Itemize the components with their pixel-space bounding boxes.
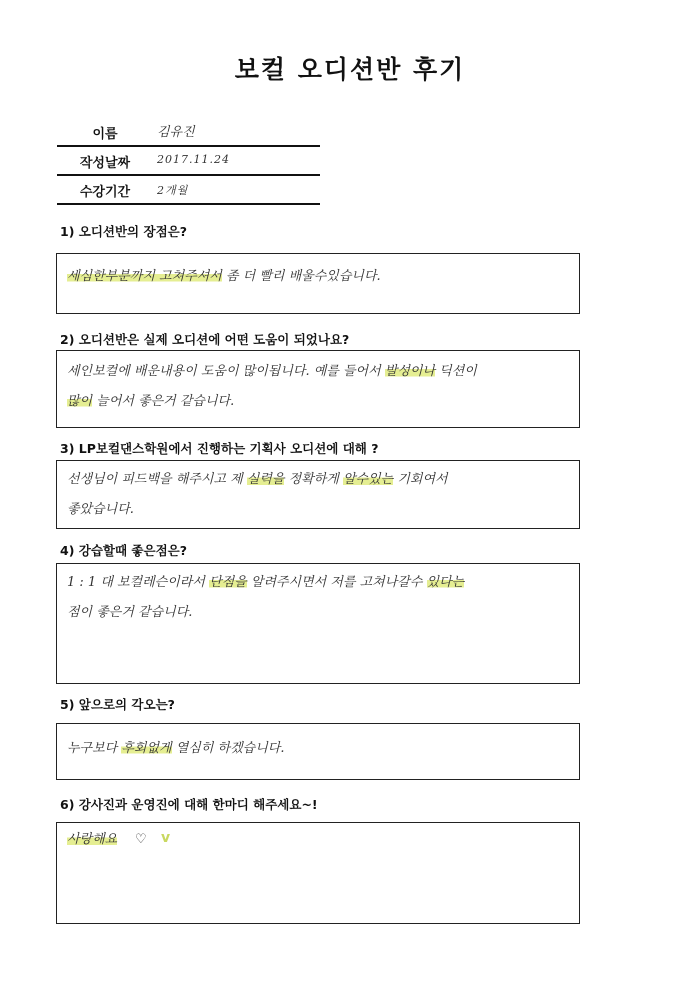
answer-text: 정확하게: [284, 472, 343, 487]
answer-box-4[interactable]: [56, 563, 580, 684]
date-value: 2017.11.24: [157, 153, 230, 166]
info-row-period: [57, 175, 320, 205]
question-4: 4) 강습할때 좋은점은?: [60, 543, 187, 558]
answer-text: 딕션이: [435, 364, 477, 379]
answer-text: 1 : 1: [67, 575, 101, 590]
answer-box-6[interactable]: [56, 822, 580, 924]
date-label: 작성날짜: [79, 156, 131, 171]
answer-box-3[interactable]: [56, 460, 580, 529]
answer-box-2[interactable]: [56, 350, 580, 428]
checkmark-icon: v: [161, 830, 171, 846]
answer-line: [67, 495, 569, 525]
answer-line: [67, 357, 569, 387]
answer-text: 고쳐주셔서: [159, 269, 222, 284]
answer-text: 좀 더 빨리 배울수있습니다.: [221, 269, 381, 284]
name-label: 이름: [92, 127, 118, 142]
answer-line: [67, 262, 569, 292]
period-label: 수강기간: [79, 185, 131, 200]
answer-line: [67, 387, 569, 417]
answer-line: [67, 598, 569, 628]
form-title: 보컬 오디션반 후기: [234, 55, 466, 84]
question-3: 3) LP보컬댄스학원에서 진행하는 기획사 오디션에 대해 ?: [60, 441, 379, 456]
info-row-date: [57, 146, 320, 176]
answer-line: [67, 568, 569, 598]
highlight: 세심한부분까지: [67, 269, 160, 284]
highlight: 있다는: [426, 575, 465, 590]
highlight: 알수있는: [342, 472, 394, 487]
answer-text: 대 보컬레슨이라서: [100, 575, 210, 590]
question-6: 6) 강사진과 운영진에 대해 한마디 해주세요~!: [60, 797, 318, 812]
answer-box-5[interactable]: [56, 723, 580, 780]
answer-text: 누구보다: [67, 741, 122, 756]
info-row-name: [57, 117, 320, 147]
heart-icon: ♡: [135, 832, 147, 847]
question-5: 5) 앞으로의 각오는?: [60, 697, 175, 712]
answer-text: 알려주시면서 저를 고쳐나갈수: [246, 575, 427, 590]
name-value: 김유진: [157, 125, 195, 140]
highlight: 많이: [67, 394, 93, 409]
highlight: 단점을: [209, 575, 247, 590]
question-2: 2) 오디션반은 실제 오디션에 어떤 도움이 되었나요?: [60, 332, 350, 347]
highlight: 실력을: [246, 472, 285, 487]
highlight: 발성이나: [384, 364, 435, 379]
answer-text: 기회여서: [393, 472, 448, 487]
answer-text: 선생님이 피드백을 해주시고 제: [67, 472, 247, 487]
answer-text: 점이 좋은거 같습니다.: [67, 605, 193, 620]
period-value: 2개월: [157, 184, 189, 197]
answer-text: 열심히 하겠습니다.: [171, 741, 285, 756]
answer-line: [67, 734, 569, 764]
answer-box-1[interactable]: [56, 253, 580, 314]
answer-text: 세인보컬에 배운내용이 도움이 많이됩니다. 예를 들어서: [67, 364, 385, 379]
answer-line: [67, 465, 569, 495]
answer-text: 좋았습니다.: [67, 502, 134, 517]
question-1: 1) 오디션반의 장점은?: [60, 224, 187, 239]
highlight: 후회없게: [121, 741, 172, 756]
answer-text: 늘어서 좋은거 같습니다.: [92, 394, 235, 409]
highlight: 사랑해요: [67, 832, 118, 847]
